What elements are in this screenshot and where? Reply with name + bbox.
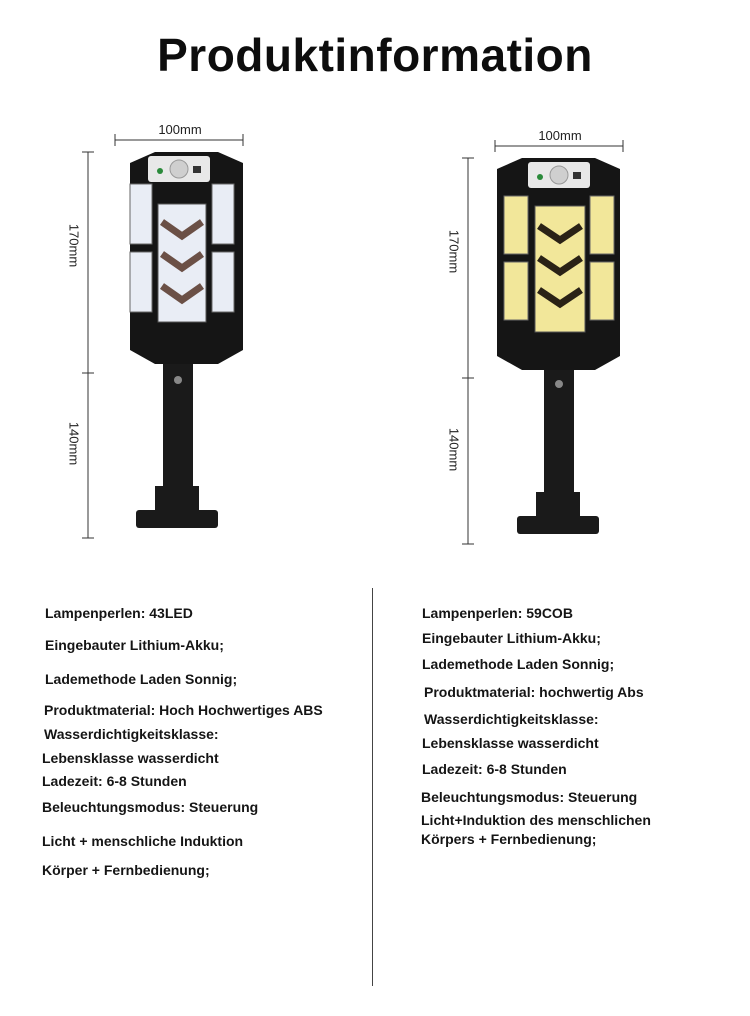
product-right [440,118,740,558]
spec-line: Wasserdichtigkeitsklasse: [424,711,599,727]
head-height-label: 170mm [446,229,462,274]
lamp-illustration [60,118,360,558]
spec-line: Lademethode Laden Sonnig; [422,656,615,672]
spec-line: Eingebauter Lithium-Akku; [45,637,224,653]
spec-line: Ladezeit: 6-8 Stunden [422,761,567,777]
pole-height-label: 140mm [446,427,462,472]
width-label: 100mm [158,122,202,137]
spec-line: Licht + menschliche Induktion [42,833,244,849]
head-height-label: 170mm [66,223,82,268]
spec-line: Beleuchtungsmodus: Steuerung [421,789,638,805]
spec-line: Körpers + Fernbedienung; [421,831,597,847]
column-divider [372,588,373,986]
width-label: 100mm [538,128,582,143]
lamp-illustration [440,118,740,558]
spec-line: Lademethode Laden Sonnig; [45,671,238,687]
spec-line: Lebensklasse wasserdicht [422,735,599,751]
pole-height-label: 140mm [66,421,82,466]
spec-line: Licht+Induktion des menschlichen [421,812,651,828]
spec-line: Ladezeit: 6-8 Stunden [42,773,187,789]
spec-line: Körper + Fernbedienung; [42,862,210,878]
spec-line: Produktmaterial: hochwertig Abs [424,684,644,700]
spec-line: Wasserdichtigkeitsklasse: [44,726,219,742]
product-left [60,118,360,558]
spec-line: Produktmaterial: Hoch Hochwertiges ABS [44,702,323,718]
spec-line: Lampenperlen: 43LED [45,605,193,621]
page-title: Produktinformation [157,29,593,81]
spec-line: Lebensklasse wasserdicht [42,750,219,766]
spec-line: Eingebauter Lithium-Akku; [422,630,601,646]
spec-line: Lampenperlen: 59COB [422,605,573,621]
spec-line: Beleuchtungsmodus: Steuerung [42,799,259,815]
